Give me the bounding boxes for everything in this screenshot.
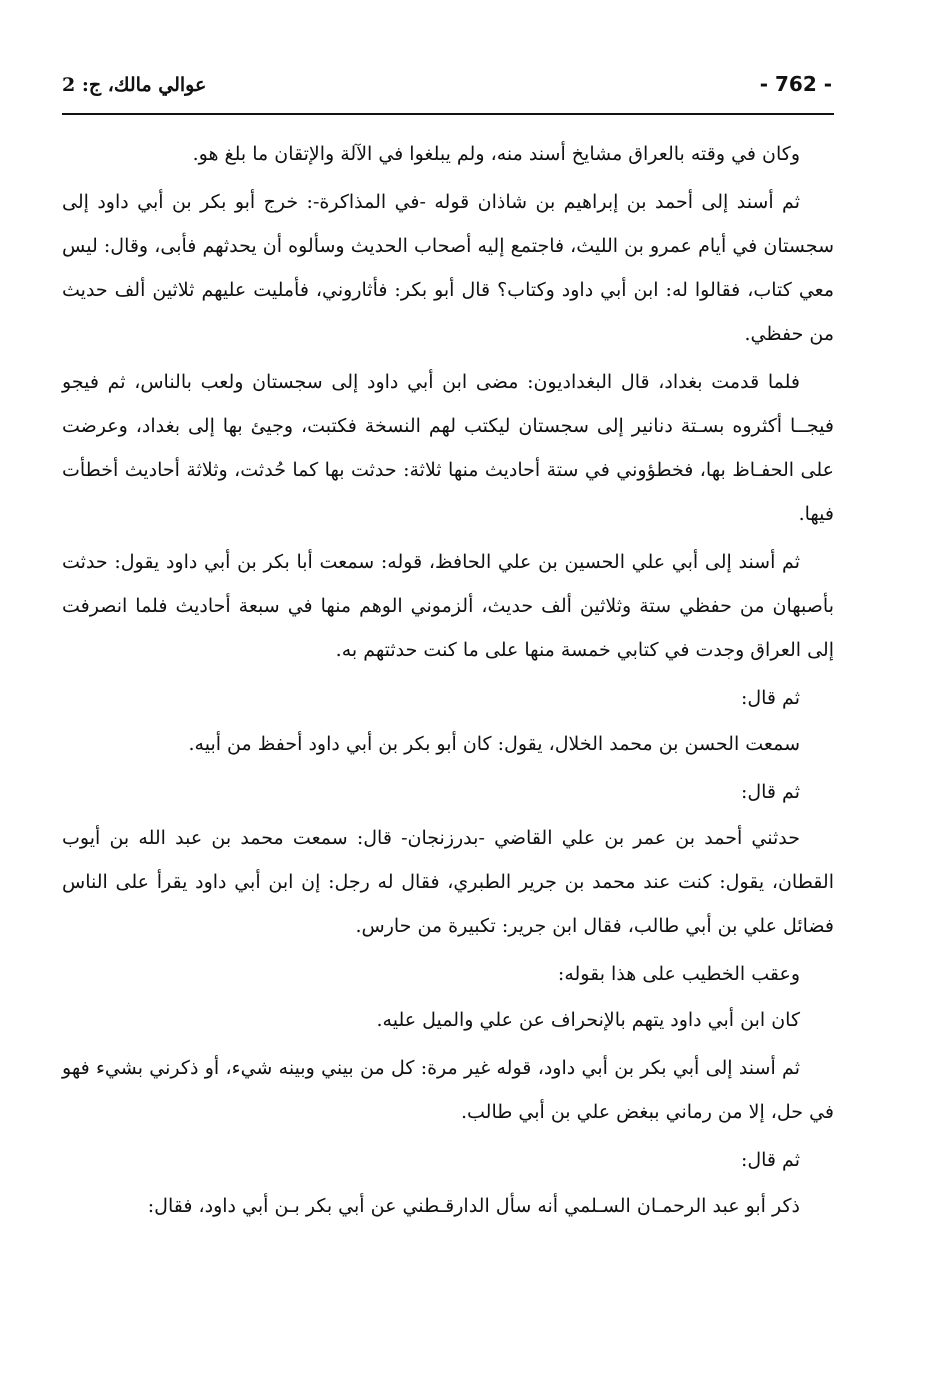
running-title: عوالي مالك، ج: 2 (62, 74, 207, 96)
paragraph: كان ابن أبي داود يتهم بالإنحراف عن علي والميل عليه. (376, 1009, 800, 1031)
page-header (62, 68, 832, 108)
paragraph: ثم قال: (740, 687, 800, 709)
paragraph: ثم قال: (740, 1149, 800, 1171)
paragraph: وعقب الخطيب على هذا بقوله: (557, 963, 800, 985)
paragraph: ثم قال: (740, 781, 800, 803)
paragraph: سمعت الحسن بن محمد الخلال، يقول: كان أبو بكر بن أبي داود أحفظ من أبيه. (188, 733, 800, 755)
paragraph: ذكر أبو عبد الرحمـان السـلمي أنه سأل الدارقـطني عن أبي بكر بـن أبي داود، فقال: (147, 1195, 800, 1217)
body-text (62, 132, 834, 1232)
header-divider (62, 113, 834, 115)
paragraph: ثم أسند إلى أبي علي الحسين بن علي الحافظ، قوله: سمعت أبا بكر بن أبي داود يقول: حدثت بأصبهان من حفظي ستة وثلاثين ألف حديث، ألزموني الوهم منها في سبعة أحاديث فلما انصرفت إلى العراق وجدت في كتابي خمسة منها على ما كنت حدثتهم به. (62, 551, 834, 661)
paragraph: وكان في وقته بالعراق مشايخ أسند منه، ولم يبلغوا في الآلة والإتقان ما بلغ هو. (192, 143, 800, 165)
paragraph: ثم أسند إلى أبي بكر بن أبي داود، قوله غير مرة: كل من بيني وبينه شيء، أو ذكرني بشيء فهو في حل، إلا من رماني ببغض علي بن أبي طالب. (62, 1057, 834, 1123)
page-number: - 762 - (759, 72, 832, 96)
paragraph: فلما قدمت بغداد، قال البغداديون: مضى ابن أبي داود إلى سجستان ولعب بالناس، ثم فيجو فيجــا أكثروه بسـتة دنانير إلى سجستان ليكتب لهم النسخة فكتبت، وجيئ بها إلى بغداد، وعرضت على الحفـاظ بها، فخطؤوني في ستة أحاديث منها ثلاثة: حدثت بها كما حُدثت، وثلاثة أحاديث أخطأت فيها. (62, 371, 834, 525)
paragraph: ثم أسند إلى أحمد بن إبراهيم بن شاذان قوله -في المذاكرة-: خرج أبو بكر بن أبي داود إلى سجستان في أيام عمرو بن الليث، فاجتمع إليه أصحاب الحديث وسألوه أن يحدثهم فأبى، وقال: ليس معي كتاب، فقالوا له: ابن أبي داود وكتاب؟ قال أبو بكر: فأثاروني، فأمليت عليهم ثلاثين ألف حديث من حفظي. (62, 191, 834, 345)
paragraph: حدثني أحمد بن عمر بن علي القاضي -بدرزنجان- قال: سمعت محمد بن عبد الله بن أيوب القطان، يقول: كنت عند محمد بن جرير الطبري، فقال له رجل: إن ابن أبي داود يقرأ على الناس فضائل علي بن أبي طالب، فقال ابن جرير: تكبيرة من حارس. (62, 827, 834, 937)
